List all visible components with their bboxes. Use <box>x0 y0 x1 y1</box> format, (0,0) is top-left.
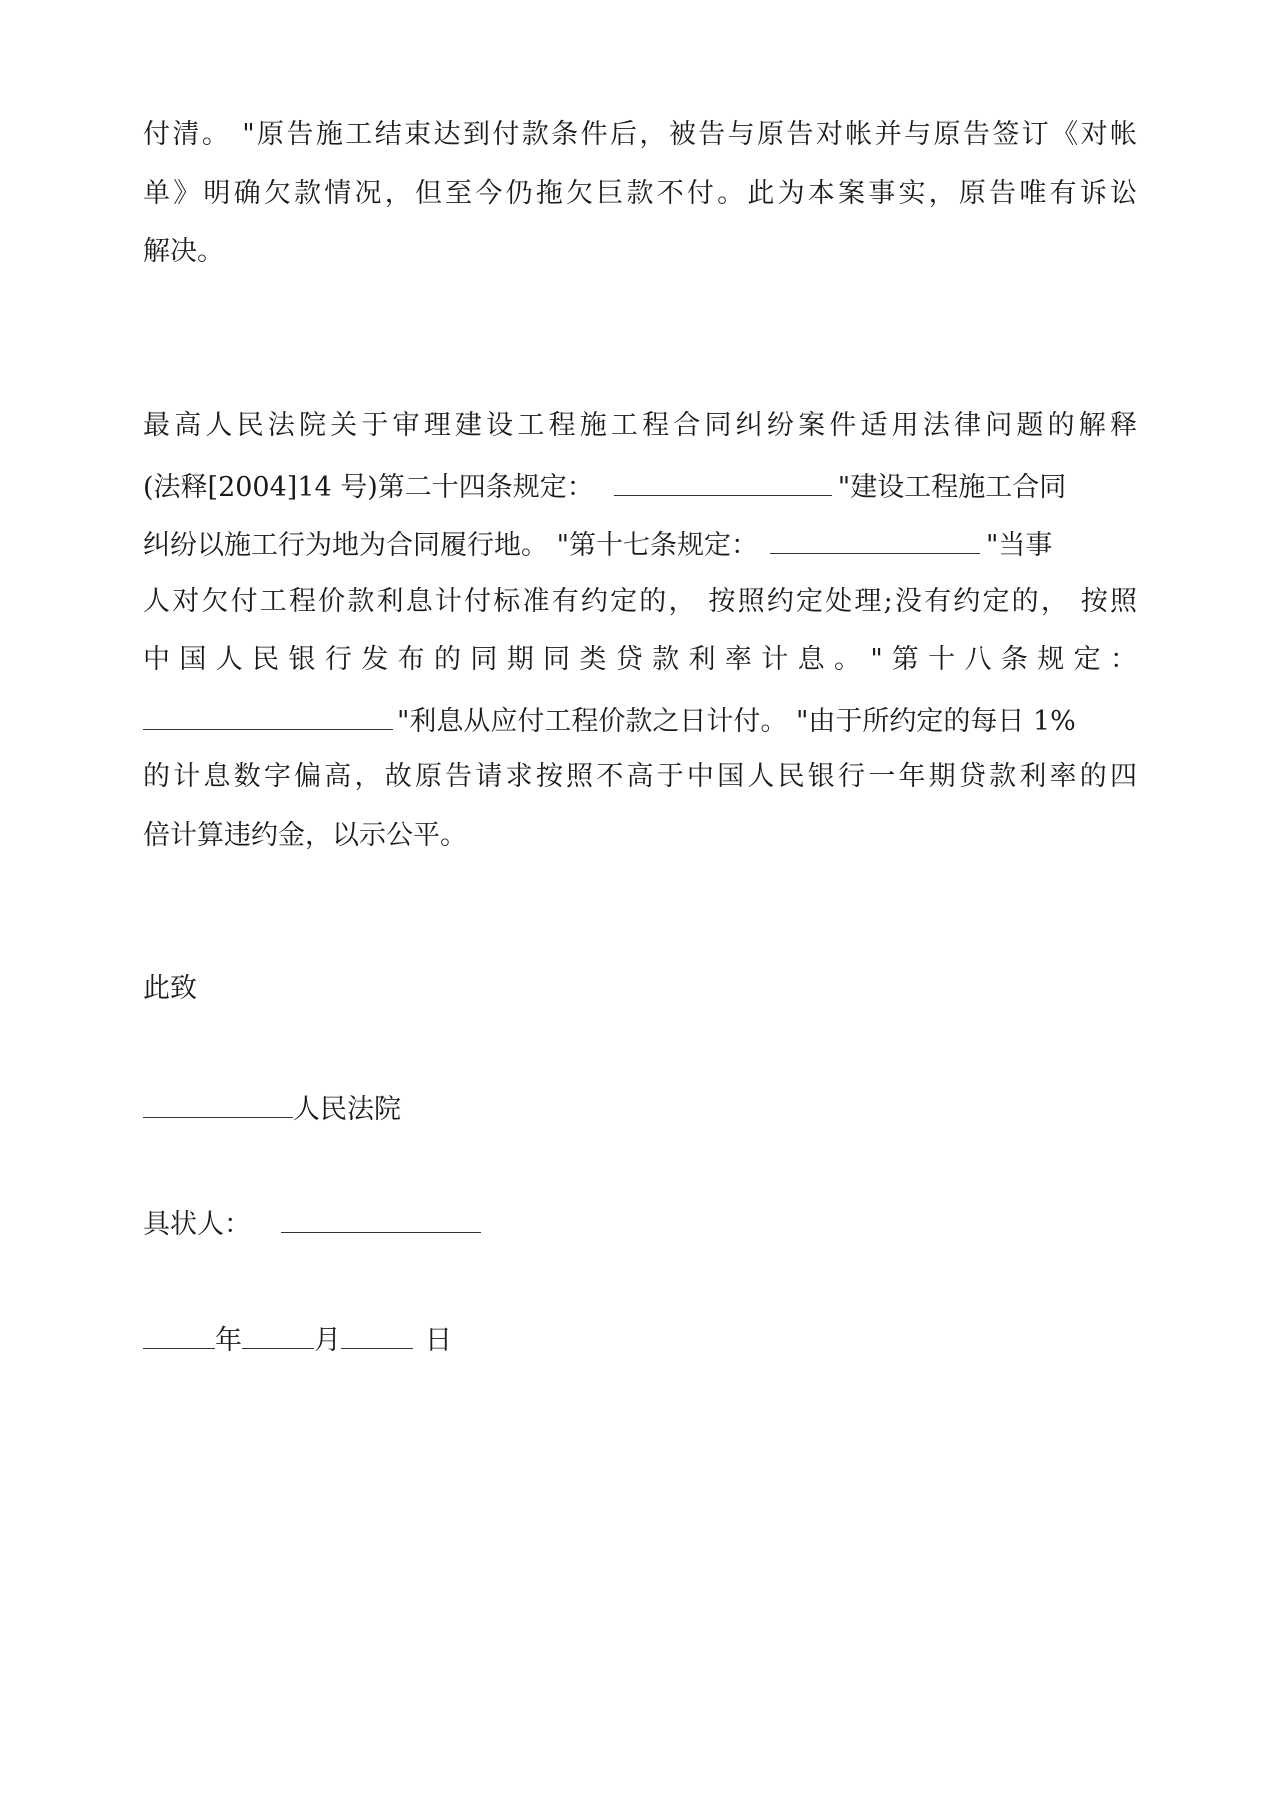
blank-field[interactable] <box>143 699 393 730</box>
clause-18-text: "利息从应付工程价款之日计付。 "由于所约定的每日 1% <box>397 706 1076 737</box>
day-label: 日 <box>425 1325 452 1356</box>
month-label: 月 <box>314 1325 341 1356</box>
plaintiff-blank[interactable] <box>281 1202 481 1233</box>
paragraph-2-line-4: 人对欠付工程价款利息计付标准有约定的， 按照约定处理;没有约定的， 按照 <box>143 586 1137 617</box>
salutation: 此致 <box>143 973 197 1004</box>
plaintiff-line <box>143 1202 1137 1242</box>
date-line <box>143 1318 1137 1358</box>
year-blank[interactable] <box>143 1318 215 1349</box>
paragraph-1-line-3: 解决。 <box>143 236 224 267</box>
paragraph-1-line-1: 付清。 "原告施工结束达到付款条件后，被告与原告对帐并与原告签订《对帐 <box>143 119 1137 150</box>
paragraph-2-line-7: 的计息数字偏高，故原告请求按照不高于中国人民银行一年期贷款利率的四 <box>143 761 1137 792</box>
clause-17-label: 纠纷以施工行为地为合同履行地。 "第十七条规定： <box>143 530 759 561</box>
blank-field[interactable] <box>614 465 832 496</box>
clause-24-text: "建设工程施工合同 <box>837 472 1067 503</box>
day-blank[interactable] <box>341 1318 413 1349</box>
paragraph-2-line-5: 中 国 人 民 银 行 发 布 的 同 期 同 类 贷 款 利 率 计 息 。 " 第 十 八 条 规 定 ： <box>143 644 1137 675</box>
year-label: 年 <box>215 1325 242 1356</box>
paragraph-2-line-6 <box>143 699 1137 739</box>
clause-24-label: (法释[2004]14 号)第二十四条规定： <box>143 472 594 503</box>
plaintiff-label: 具状人： <box>143 1209 251 1240</box>
court-name-blank[interactable] <box>143 1087 293 1118</box>
month-blank[interactable] <box>242 1318 314 1349</box>
clause-17-text: "当事 <box>986 530 1053 561</box>
paragraph-2-line-1: 最高人民法院关于审理建设工程施工程合同纠纷案件适用法律问题的解释 <box>143 410 1137 441</box>
court-suffix: 人民法院 <box>293 1094 401 1125</box>
paragraph-2-line-3 <box>143 523 1137 563</box>
court-line <box>143 1087 1137 1127</box>
paragraph-2-line-2 <box>143 465 1137 505</box>
paragraph-2-line-8: 倍计算违约金，以示公平。 <box>143 820 467 851</box>
paragraph-1-line-2: 单》明确欠款情况，但至今仍拖欠巨款不付。此为本案事实，原告唯有诉讼 <box>143 178 1137 209</box>
blank-field[interactable] <box>770 523 980 554</box>
